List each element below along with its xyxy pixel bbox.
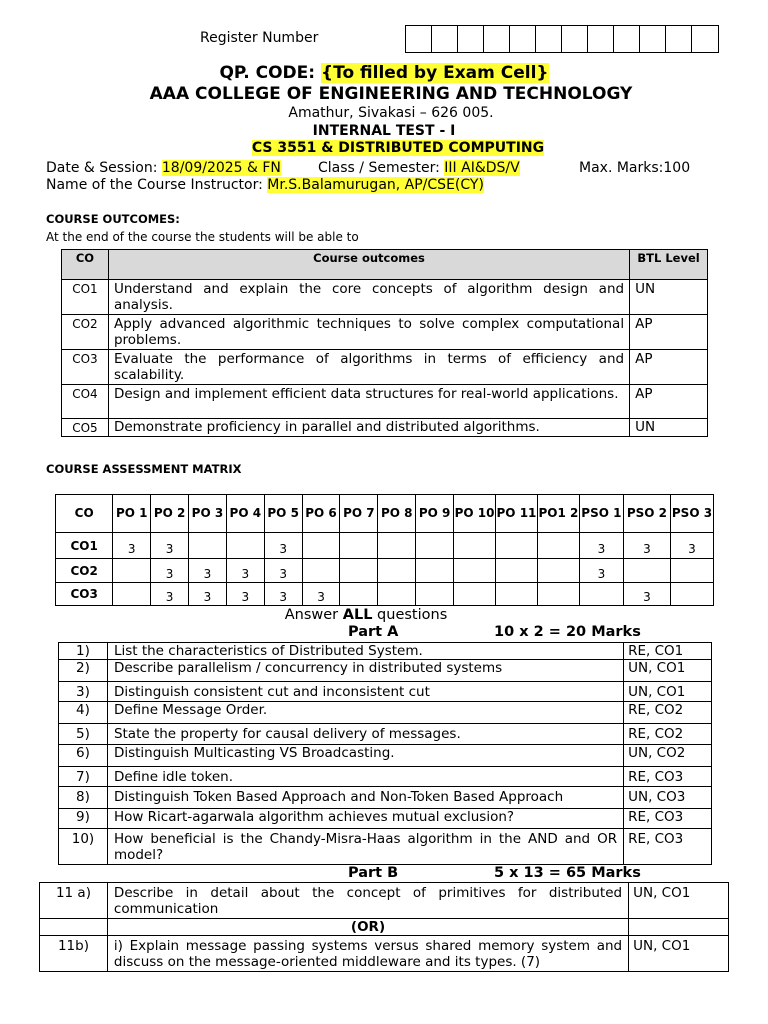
class-value: III AI&DS/V bbox=[444, 160, 520, 176]
btl-cell: UN bbox=[630, 280, 708, 315]
question-row bbox=[40, 883, 729, 919]
table-row bbox=[62, 315, 708, 350]
matrix-cell bbox=[537, 583, 579, 606]
matrix-cell bbox=[623, 559, 670, 583]
question-tag: UN, CO3 bbox=[624, 787, 712, 809]
col-co-header: CO bbox=[62, 250, 109, 280]
co-cell: CO4 bbox=[62, 385, 109, 419]
matrix-header-cell: PO 3 bbox=[189, 495, 227, 533]
question-text: State the property for causal delivery of messages. bbox=[107, 724, 623, 745]
matrix-cell bbox=[670, 559, 713, 583]
part-a-table bbox=[58, 642, 712, 865]
matrix-cell bbox=[454, 533, 496, 559]
register-number-boxes[interactable] bbox=[405, 25, 719, 53]
matrix-header-cell: PSO 1 bbox=[579, 495, 623, 533]
matrix-cell: 3 bbox=[151, 533, 189, 559]
question-number: 1) bbox=[59, 643, 108, 660]
course-outcomes-intro: At the end of the course the students will be able to bbox=[46, 230, 359, 244]
matrix-cell: 3 bbox=[113, 533, 151, 559]
qp-code-value: {To filled by Exam Cell} bbox=[321, 63, 549, 83]
co-cell: CO5 bbox=[62, 419, 109, 437]
matrix-cell: 3 bbox=[264, 533, 302, 559]
question-text: How beneficial is the Chandy-Misra-Haas algorithm in the AND and OR model? bbox=[107, 829, 623, 865]
matrix-cell bbox=[495, 583, 537, 606]
course-outcomes-heading: COURSE OUTCOMES: bbox=[46, 212, 180, 226]
date-label: Date & Session: bbox=[46, 160, 162, 176]
outcome-cell: Demonstrate proficiency in parallel and distributed algorithms. bbox=[108, 419, 629, 437]
register-digit-box[interactable] bbox=[406, 26, 432, 52]
matrix-cell: 3 bbox=[226, 583, 264, 606]
matrix-header-cell: PO 7 bbox=[340, 495, 378, 533]
college-address: Amathur, Sivakasi – 626 005. bbox=[288, 105, 494, 121]
matrix-cell bbox=[113, 583, 151, 606]
assessment-matrix-heading: COURSE ASSESSMENT MATRIX bbox=[46, 462, 242, 476]
register-digit-box[interactable] bbox=[614, 26, 640, 52]
matrix-cell: 3 bbox=[189, 559, 227, 583]
course-title-text: CS 3551 & DISTRIBUTED COMPUTING bbox=[251, 140, 545, 156]
answer-all-instruction bbox=[0, 607, 732, 623]
question-number: 7) bbox=[59, 767, 108, 787]
matrix-cell bbox=[189, 533, 227, 559]
matrix-header-cell: PSO 2 bbox=[623, 495, 670, 533]
qp-code-label: QP. CODE: bbox=[219, 63, 321, 83]
question-text: Describe in detail about the concept of primitives for distributed communication bbox=[107, 883, 628, 919]
question-text: Distinguish Token Based Approach and Non-Token Based Approach bbox=[107, 787, 623, 809]
matrix-cell bbox=[226, 533, 264, 559]
matrix-header-cell: PO 2 bbox=[151, 495, 189, 533]
matrix-cell bbox=[340, 559, 378, 583]
matrix-cell bbox=[302, 559, 340, 583]
co-cell: CO2 bbox=[62, 315, 109, 350]
question-tag: UN, CO1 bbox=[629, 883, 729, 919]
matrix-cell: 3 bbox=[264, 583, 302, 606]
test-title: INTERNAL TEST - I bbox=[312, 123, 456, 139]
question-text: Distinguish Multicasting VS Broadcasting. bbox=[107, 745, 623, 767]
register-digit-box[interactable] bbox=[458, 26, 484, 52]
qp-code bbox=[0, 63, 768, 83]
question-text: How Ricart-agarwala algorithm achieves mutual exclusion? bbox=[107, 809, 623, 829]
date-session bbox=[46, 160, 281, 176]
class-semester bbox=[318, 160, 520, 176]
question-row bbox=[59, 682, 712, 702]
table-row bbox=[62, 280, 708, 315]
register-digit-box[interactable] bbox=[562, 26, 588, 52]
question-row bbox=[40, 936, 729, 972]
instructor-value: Mr.S.Balamurugan, AP/CSE(CY) bbox=[267, 177, 484, 193]
matrix-row bbox=[56, 583, 714, 606]
matrix-cell: 3 bbox=[302, 583, 340, 606]
question-text: Define idle token. bbox=[107, 767, 623, 787]
matrix-header-cell: PO 1 bbox=[113, 495, 151, 533]
btl-cell: UN bbox=[630, 419, 708, 437]
matrix-cell: 3 bbox=[264, 559, 302, 583]
matrix-cell bbox=[495, 533, 537, 559]
question-row bbox=[59, 767, 712, 787]
question-row bbox=[59, 660, 712, 682]
question-tag: RE, CO2 bbox=[624, 702, 712, 724]
question-tag: RE, CO3 bbox=[624, 809, 712, 829]
matrix-header-cell: PO 9 bbox=[416, 495, 454, 533]
question-tag: RE, CO1 bbox=[624, 643, 712, 660]
matrix-header-cell: PO 8 bbox=[378, 495, 416, 533]
matrix-cell: 3 bbox=[579, 533, 623, 559]
question-number: 5) bbox=[59, 724, 108, 745]
matrix-header-cell: PO 5 bbox=[264, 495, 302, 533]
btl-cell: AP bbox=[630, 315, 708, 350]
matrix-cell bbox=[340, 583, 378, 606]
co-cell: CO3 bbox=[62, 350, 109, 385]
question-row bbox=[59, 745, 712, 767]
matrix-cell: 3 bbox=[151, 559, 189, 583]
question-number: 3) bbox=[59, 682, 108, 702]
part-b-marks: 5 x 13 = 65 Marks bbox=[494, 865, 641, 881]
question-number: 2) bbox=[59, 660, 108, 682]
question-text: Define Message Order. bbox=[107, 702, 623, 724]
empty-cell bbox=[629, 919, 729, 936]
matrix-header-cell: PO 10 bbox=[454, 495, 496, 533]
matrix-cell bbox=[495, 559, 537, 583]
register-digit-box[interactable] bbox=[510, 26, 536, 52]
matrix-co-cell: CO2 bbox=[56, 559, 113, 583]
matrix-cell bbox=[302, 533, 340, 559]
matrix-cell bbox=[579, 583, 623, 606]
question-number: 10) bbox=[59, 829, 108, 865]
matrix-cell bbox=[378, 583, 416, 606]
question-tag: UN, CO2 bbox=[624, 745, 712, 767]
table-header-row bbox=[62, 250, 708, 280]
matrix-header-cell: PSO 3 bbox=[670, 495, 713, 533]
course-title bbox=[0, 140, 768, 156]
register-digit-box[interactable] bbox=[588, 26, 614, 52]
question-row bbox=[59, 787, 712, 809]
question-number: 6) bbox=[59, 745, 108, 767]
matrix-cell bbox=[416, 533, 454, 559]
register-digit-box[interactable] bbox=[692, 26, 718, 52]
matrix-cell: 3 bbox=[226, 559, 264, 583]
question-number: 4) bbox=[59, 702, 108, 724]
register-digit-box[interactable] bbox=[484, 26, 510, 52]
question-tag: UN, CO1 bbox=[624, 660, 712, 682]
matrix-co-cell: CO1 bbox=[56, 533, 113, 559]
max-marks: Max. Marks:100 bbox=[579, 160, 691, 176]
matrix-cell: 3 bbox=[623, 583, 670, 606]
question-text: Describe parallelism / concurrency in distributed systems bbox=[107, 660, 623, 682]
question-tag: UN, CO1 bbox=[629, 936, 729, 972]
btl-cell: AP bbox=[630, 385, 708, 419]
question-text: i) Explain message passing systems versus shared memory system and discuss on the message-oriented middleware and its types. (7) bbox=[107, 936, 628, 972]
register-digit-box[interactable] bbox=[640, 26, 666, 52]
question-row bbox=[59, 809, 712, 829]
matrix-cell: 3 bbox=[151, 583, 189, 606]
matrix-cell: 3 bbox=[670, 533, 713, 559]
answer-all-emphasis: ALL bbox=[342, 607, 373, 623]
answer-post: questions bbox=[372, 607, 448, 623]
matrix-cell bbox=[416, 559, 454, 583]
matrix-cell bbox=[113, 559, 151, 583]
matrix-cell bbox=[670, 583, 713, 606]
btl-cell: AP bbox=[630, 350, 708, 385]
col-btl-header: BTL Level bbox=[630, 250, 708, 280]
answer-pre: Answer bbox=[284, 607, 343, 623]
date-value: 18/09/2025 & FN bbox=[161, 160, 281, 176]
matrix-header-cell: PO 4 bbox=[226, 495, 264, 533]
matrix-cell bbox=[340, 533, 378, 559]
part-a-marks: 10 x 2 = 20 Marks bbox=[494, 624, 641, 640]
question-row bbox=[59, 829, 712, 865]
assessment-matrix-table bbox=[55, 494, 714, 606]
matrix-header-cell: CO bbox=[56, 495, 113, 533]
matrix-cell bbox=[454, 583, 496, 606]
matrix-cell bbox=[416, 583, 454, 606]
co-cell: CO1 bbox=[62, 280, 109, 315]
matrix-cell: 3 bbox=[579, 559, 623, 583]
question-number: 11 a) bbox=[40, 883, 108, 919]
matrix-cell bbox=[454, 559, 496, 583]
matrix-cell: 3 bbox=[189, 583, 227, 606]
table-row bbox=[62, 385, 708, 419]
matrix-cell bbox=[537, 559, 579, 583]
question-tag: RE, CO3 bbox=[624, 767, 712, 787]
outcome-cell: Design and implement efficient data structures for real-world applications. bbox=[108, 385, 629, 419]
matrix-cell: 3 bbox=[623, 533, 670, 559]
course-outcomes-table bbox=[61, 249, 708, 437]
matrix-cell bbox=[537, 533, 579, 559]
empty-cell bbox=[40, 919, 108, 936]
matrix-row bbox=[56, 533, 714, 559]
question-tag: RE, CO3 bbox=[624, 829, 712, 865]
question-number: 8) bbox=[59, 787, 108, 809]
register-number-label: Register Number bbox=[200, 30, 319, 46]
register-digit-box[interactable] bbox=[666, 26, 692, 52]
outcome-cell: Apply advanced algorithmic techniques to solve complex computational problems. bbox=[108, 315, 629, 350]
question-row bbox=[59, 724, 712, 745]
register-digit-box[interactable] bbox=[536, 26, 562, 52]
col-outcome-header: Course outcomes bbox=[108, 250, 629, 280]
matrix-cell bbox=[378, 533, 416, 559]
question-number: 11b) bbox=[40, 936, 108, 972]
matrix-header-cell: PO1 2 bbox=[537, 495, 579, 533]
matrix-co-cell: CO3 bbox=[56, 583, 113, 606]
table-row bbox=[62, 419, 708, 437]
question-text: Distinguish consistent cut and inconsistent cut bbox=[107, 682, 623, 702]
question-row bbox=[59, 702, 712, 724]
part-a-title: Part A bbox=[348, 624, 399, 640]
outcome-cell: Understand and explain the core concepts of algorithm design and analysis. bbox=[108, 280, 629, 315]
matrix-header-row bbox=[56, 495, 714, 533]
instructor-label: Name of the Course Instructor: bbox=[46, 177, 268, 193]
table-row bbox=[62, 350, 708, 385]
matrix-header-cell: PO 6 bbox=[302, 495, 340, 533]
question-tag: RE, CO2 bbox=[624, 724, 712, 745]
register-digit-box[interactable] bbox=[432, 26, 458, 52]
outcome-cell: Evaluate the performance of algorithms in terms of efficiency and scalability. bbox=[108, 350, 629, 385]
course-instructor bbox=[46, 177, 484, 193]
class-label: Class / Semester: bbox=[318, 160, 445, 176]
part-b-table bbox=[39, 882, 729, 972]
question-text: List the characteristics of Distributed System. bbox=[107, 643, 623, 660]
or-row bbox=[40, 919, 729, 936]
matrix-header-cell: PO 11 bbox=[495, 495, 537, 533]
question-number: 9) bbox=[59, 809, 108, 829]
part-b-title: Part B bbox=[348, 865, 399, 881]
matrix-row bbox=[56, 559, 714, 583]
or-label: (OR) bbox=[107, 919, 628, 936]
question-row bbox=[59, 643, 712, 660]
question-tag: UN, CO1 bbox=[624, 682, 712, 702]
college-name: AAA COLLEGE OF ENGINEERING AND TECHNOLOGY bbox=[149, 84, 633, 104]
matrix-cell bbox=[378, 559, 416, 583]
